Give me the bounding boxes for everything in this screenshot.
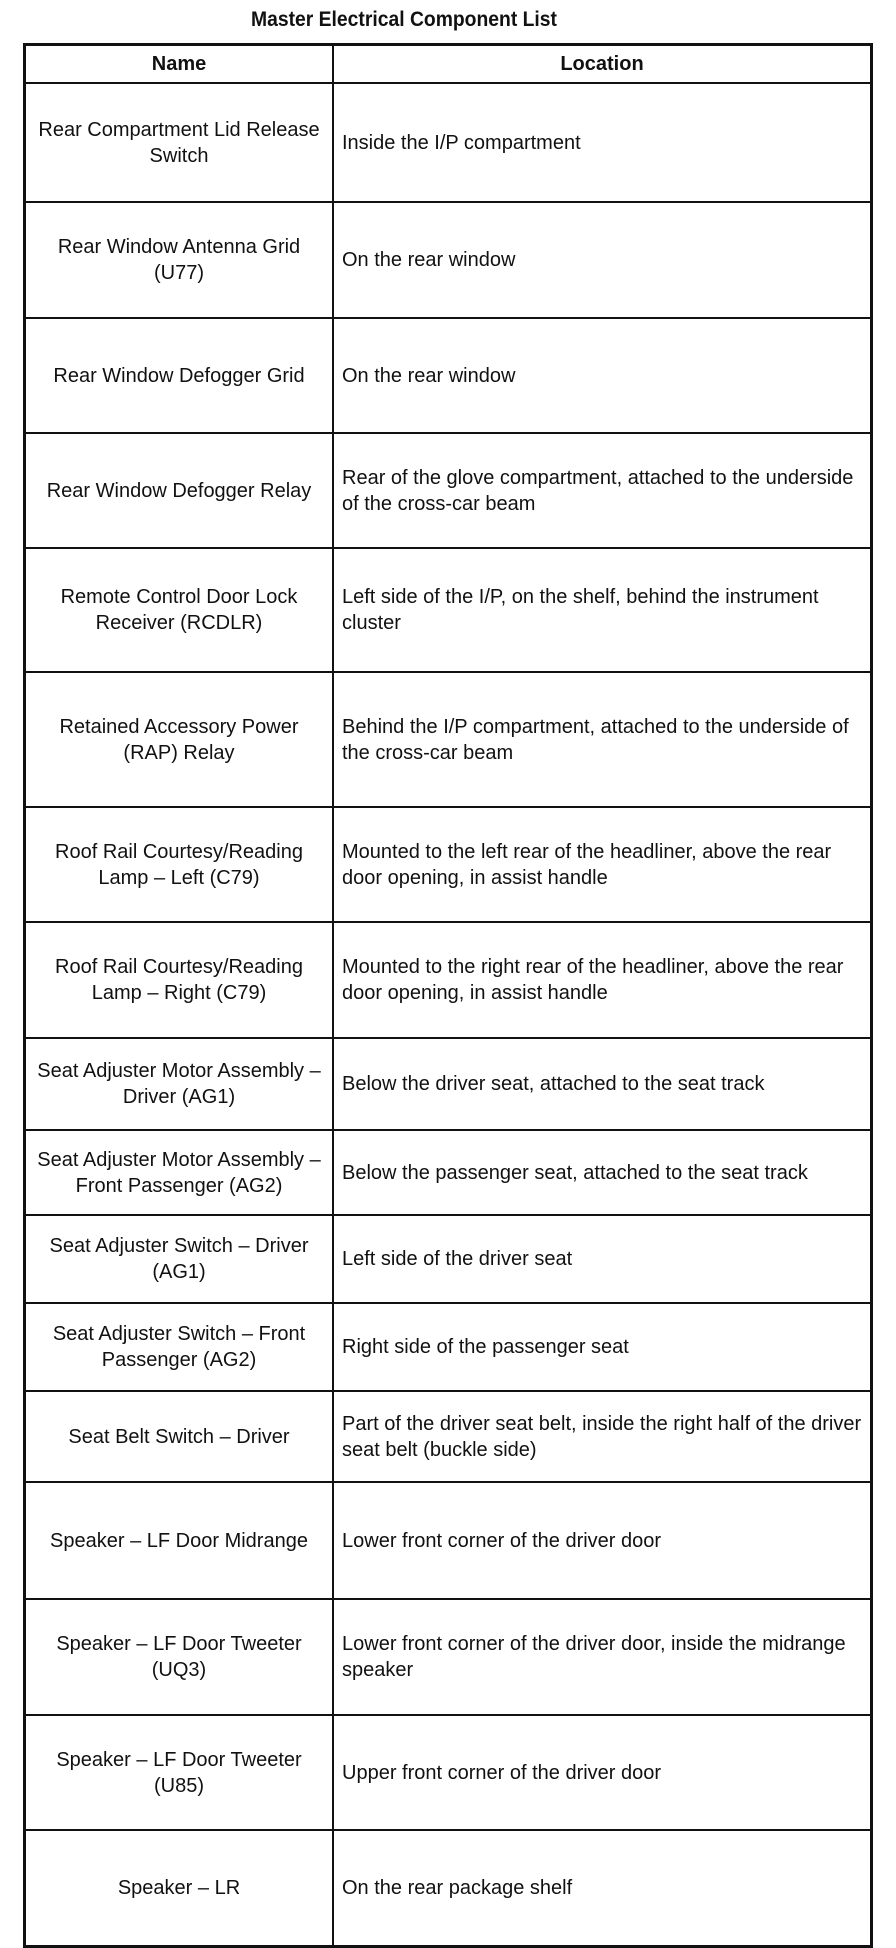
component-name: Speaker – LF Door Tweeter (UQ3): [25, 1599, 334, 1715]
table-row: [25, 922, 872, 1038]
component-location: Upper front corner of the driver door: [333, 1715, 872, 1830]
component-location: Left side of the I/P, on the shelf, behind the instrument cluster: [333, 548, 872, 672]
component-location: Mounted to the right rear of the headliner, above the rear door opening, in assist handle: [333, 922, 872, 1038]
table-row: [25, 433, 872, 548]
component-name: Rear Window Antenna Grid (U77): [25, 202, 334, 318]
table-row: [25, 1130, 872, 1215]
component-name: Seat Adjuster Switch – Front Passenger (AG2): [25, 1303, 334, 1391]
component-name: Rear Window Defogger Relay: [25, 433, 334, 548]
component-location: On the rear package shelf: [333, 1830, 872, 1946]
component-location: Below the driver seat, attached to the seat track: [333, 1038, 872, 1130]
component-name: Seat Belt Switch – Driver: [25, 1391, 334, 1482]
table-row: [25, 1391, 872, 1482]
component-location: Left side of the driver seat: [333, 1215, 872, 1303]
column-header-location: Location: [333, 45, 872, 84]
component-location: Right side of the passenger seat: [333, 1303, 872, 1391]
component-name: Remote Control Door Lock Receiver (RCDLR): [25, 548, 334, 672]
component-name: Rear Compartment Lid Release Switch: [25, 83, 334, 202]
table-row: [25, 1715, 872, 1830]
table-row: [25, 83, 872, 202]
page-title: Master Electrical Component List: [251, 8, 557, 31]
component-location: Behind the I/P compartment, attached to the underside of the cross-car beam: [333, 672, 872, 807]
component-location: Rear of the glove compartment, attached to the underside of the cross-car beam: [333, 433, 872, 548]
table-row: [25, 807, 872, 922]
component-location: Below the passenger seat, attached to the seat track: [333, 1130, 872, 1215]
table-row: [25, 1215, 872, 1303]
component-name: Roof Rail Courtesy/Reading Lamp – Left (C79): [25, 807, 334, 922]
component-name: Retained Accessory Power (RAP) Relay: [25, 672, 334, 807]
column-header-name: Name: [25, 45, 334, 84]
component-name: Seat Adjuster Switch – Driver (AG1): [25, 1215, 334, 1303]
table-row: [25, 202, 872, 318]
component-location: Lower front corner of the driver door, inside the midrange speaker: [333, 1599, 872, 1715]
component-location: On the rear window: [333, 202, 872, 318]
table-row: [25, 1830, 872, 1946]
component-name: Seat Adjuster Motor Assembly – Front Passenger (AG2): [25, 1130, 334, 1215]
table-row: [25, 318, 872, 433]
table-row: [25, 548, 872, 672]
component-location: Part of the driver seat belt, inside the right half of the driver seat belt (buckle side): [333, 1391, 872, 1482]
table-row: [25, 1599, 872, 1715]
component-name: Speaker – LF Door Midrange: [25, 1482, 334, 1599]
component-location: On the rear window: [333, 318, 872, 433]
component-table: [23, 43, 873, 1948]
component-location: Lower front corner of the driver door: [333, 1482, 872, 1599]
table-row: [25, 672, 872, 807]
table-row: [25, 1303, 872, 1391]
component-name: Roof Rail Courtesy/Reading Lamp – Right (C79): [25, 922, 334, 1038]
component-name: Rear Window Defogger Grid: [25, 318, 334, 433]
component-location: Inside the I/P compartment: [333, 83, 872, 202]
table-row: [25, 1038, 872, 1130]
table-header-row: [25, 45, 872, 84]
table-row: [25, 1482, 872, 1599]
component-name: Speaker – LR: [25, 1830, 334, 1946]
component-name: Seat Adjuster Motor Assembly – Driver (AG1): [25, 1038, 334, 1130]
component-location: Mounted to the left rear of the headliner, above the rear door opening, in assist handle: [333, 807, 872, 922]
component-name: Speaker – LF Door Tweeter (U85): [25, 1715, 334, 1830]
